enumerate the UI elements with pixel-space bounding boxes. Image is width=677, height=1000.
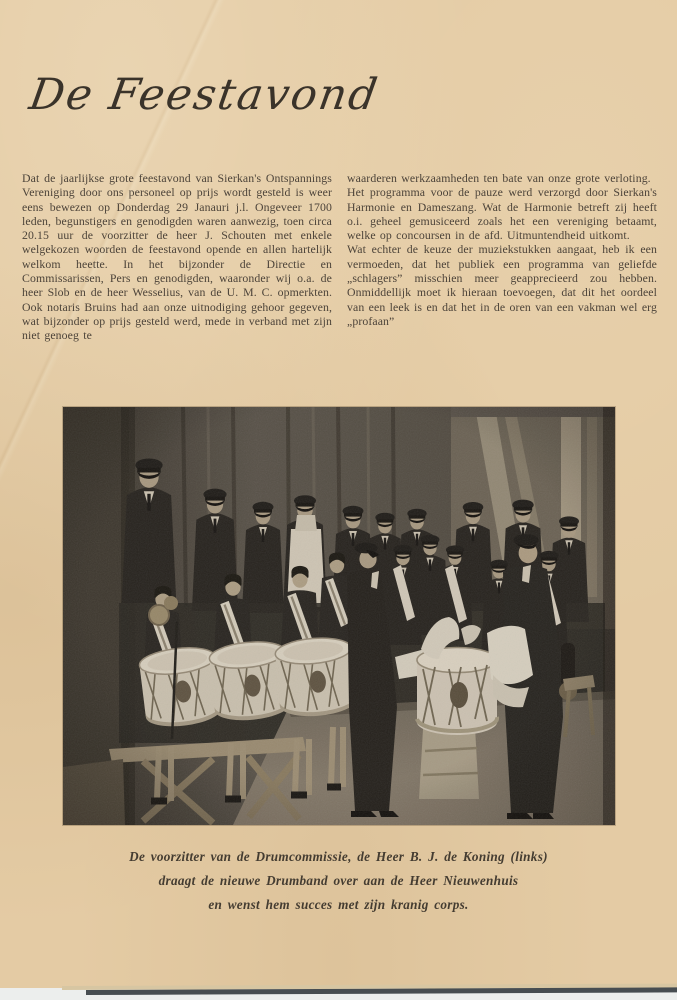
paragraph: Wat echter de keuze der muziekstukken aangaat, heb ik een vermoeden, dat het publiek een programma van geliefde „schlagers” misschien meer geapprecieerd zou hebben. Onmiddellijk moet ik hieraan toevoegen, dat dit het oordeel van een leek is en dat het in de oren van een vakman wel erg „profaan” bbox=[347, 242, 657, 328]
caption-line: en wenst hem succes met zijn kranig corps. bbox=[208, 897, 469, 912]
left-column bbox=[22, 171, 332, 343]
paragraph: Het programma voor de pauze werd verzorgd door Sierkan's Harmonie en Dameszang. Wat de Harmonie betreft zij heeft o.i. geheel gemusiceerd zoals het een vereniging betaamt, welke op concoursen in de afd. Uitmuntendheid uitkomt. bbox=[347, 185, 657, 243]
right-column bbox=[347, 171, 657, 343]
photo-caption bbox=[40, 845, 637, 917]
sepia-cast bbox=[63, 407, 615, 825]
paragraph: waarderen werkzaamheden ten bate van onze grote verloting. bbox=[347, 171, 651, 185]
paragraph: Dat de jaarlijkse grote feestavond van Sierkan's Ontspannings Vereniging door ons personeel op prijs wordt gesteld is weer eens bewezen op Donderdag 29 Janauri j.l. Ongeveer 1700 leden, begunstigers en genodigden waren aanwezig, toen circa 20.15 uur de voorzitter de heer J. Schouten met enkele welgekozen woorden de feestavond opende en allen hartelijk welkom heette. In het bijzonder de Directie en Commissarissen, Pers en genodigden, waaronder wij o.a. de heer Slob en de heer Wesselius, van de U. M. C. opmerkten. Ook notaris Bruins had aan onze uitnodiging gehoor gegeven, wat bijzonder op prijs gesteld werd, mede in verband met zijn niet genoeg te bbox=[22, 171, 332, 343]
drumband-photo-illustration bbox=[63, 407, 615, 825]
caption-line: De voorzitter van de Drumcommissie, de Heer B. J. de Koning (links) bbox=[129, 849, 548, 864]
article-body bbox=[22, 171, 657, 343]
page-title: De Feestavond bbox=[26, 70, 383, 120]
caption-line: draagt de nieuwe Drumband over aan de Heer Nieuwenhuis bbox=[158, 873, 519, 888]
photograph bbox=[63, 407, 615, 825]
